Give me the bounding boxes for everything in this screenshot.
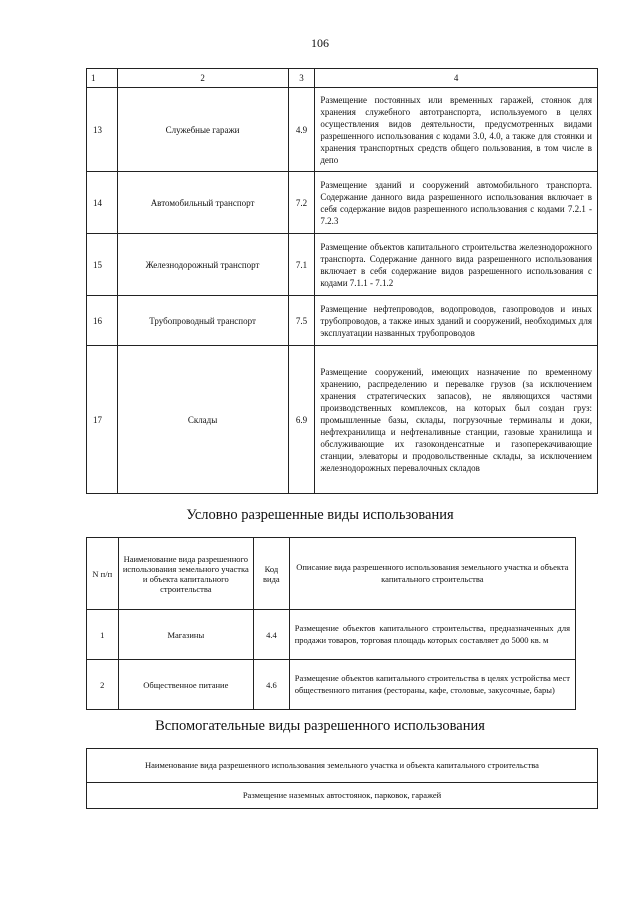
- use-description: Размещение объектов капитального строительства в целях устройства мест общественного питания (рестораны, кафе, столовые, закусочные, бары): [289, 660, 575, 710]
- use-name: Автомобильный транспорт: [117, 172, 288, 234]
- use-code: 7.5: [288, 296, 315, 346]
- use-description: Размещение зданий и сооружений автомобильного транспорта. Содержание данного вида разрешенного использования включает в себя содержание видов разрешенного использования с кодами 7.2.1 - 7.2.3: [315, 172, 598, 234]
- row-number: 14: [87, 172, 118, 234]
- permitted-uses-table: [86, 68, 598, 494]
- use-code: 7.2: [288, 172, 315, 234]
- table-header-row: [87, 538, 576, 610]
- table-header-row: [87, 749, 598, 783]
- section-title-conditional: Условно разрешенные виды использования: [186, 507, 454, 523]
- use-description: Размещение сооружений, имеющих назначение по временному хранению, распределению и перевалке грузов (за исключением хранения стратегических запасов), не являющихся частями производственных комплексов, на которых был создан груз: промышленные базы, склады, погрузочные терминалы и доки, нефтехранилища и нефтеналивные станции, газовые хранилища и обслуживающие их газоконденсатные и газоперекачивающие станции, элеваторы и продовольственные склады, за исключением железнодорожных перевалочных складов: [315, 346, 598, 494]
- conditional-uses-table: [86, 537, 576, 710]
- use-code: 6.9: [288, 346, 315, 494]
- row-number: 13: [87, 88, 118, 172]
- use-name: Общественное питание: [118, 660, 253, 710]
- use-description: Размещение нефтепроводов, водопроводов, газопроводов и иных трубопроводов, а также иных зданий и сооружений, необходимых для эксплуатации названных трубопроводов: [315, 296, 598, 346]
- header-number: N п/п: [87, 538, 119, 610]
- table-row: [87, 172, 598, 234]
- use-name: Железнодорожный транспорт: [117, 234, 288, 296]
- use-description: Размещение постоянных или временных гаражей, стоянок для хранения служебного автотранспорта, используемого в целях осуществления видов деятельности, предусмотренных видами разрешенного использования с кодами 3.0, 4.0, а также для стоянки и хранения транспортных средств общего пользования, в том числе в депо: [315, 88, 598, 172]
- table-row: [87, 296, 598, 346]
- use-description: Размещение объектов капитального строительства железнодорожного транспорта. Содержание данного вида разрешенного использования включает в себя содержание видов разрешенного использования с кодами 7.1.1 - 7.1.2: [315, 234, 598, 296]
- row-number: 16: [87, 296, 118, 346]
- use-description: Размещение объектов капитального строительства, предназначенных для продажи товаров, торговая площадь которых составляет до 5000 кв. м: [289, 610, 575, 660]
- table-row: [87, 610, 576, 660]
- use-name: Склады: [117, 346, 288, 494]
- header-cell: 1: [87, 69, 118, 88]
- table-row: [87, 234, 598, 296]
- use-code: 4.6: [254, 660, 290, 710]
- header-name: Наименование вида разрешенного использования земельного участка и объекта капитального строительства: [118, 538, 253, 610]
- row-number: 1: [87, 610, 119, 660]
- use-code: 7.1: [288, 234, 315, 296]
- header-cell: 4: [315, 69, 598, 88]
- table-header-row: [87, 69, 598, 88]
- use-name: Трубопроводный транспорт: [117, 296, 288, 346]
- table-row: [87, 783, 598, 809]
- row-number: 2: [87, 660, 119, 710]
- use-code: 4.4: [254, 610, 290, 660]
- use-description: Размещение наземных автостоянок, парковок, гаражей: [87, 783, 598, 809]
- table-row: [87, 346, 598, 494]
- header-description: Описание вида разрешенного использования земельного участка и объекта капитального строительства: [289, 538, 575, 610]
- row-number: 17: [87, 346, 118, 494]
- table-row: [87, 660, 576, 710]
- section-title-auxiliary: Вспомогательные виды разрешенного использования: [155, 718, 485, 734]
- header-code: Код вида: [254, 538, 290, 610]
- header-cell: 2: [117, 69, 288, 88]
- header-cell: 3: [288, 69, 315, 88]
- auxiliary-uses-table: [86, 748, 598, 809]
- header-name: Наименование вида разрешенного использования земельного участка и объекта капитального строительства: [87, 749, 598, 783]
- use-name: Магазины: [118, 610, 253, 660]
- use-name: Служебные гаражи: [117, 88, 288, 172]
- use-code: 4.9: [288, 88, 315, 172]
- page-number: 106: [311, 36, 329, 50]
- table-row: [87, 88, 598, 172]
- row-number: 15: [87, 234, 118, 296]
